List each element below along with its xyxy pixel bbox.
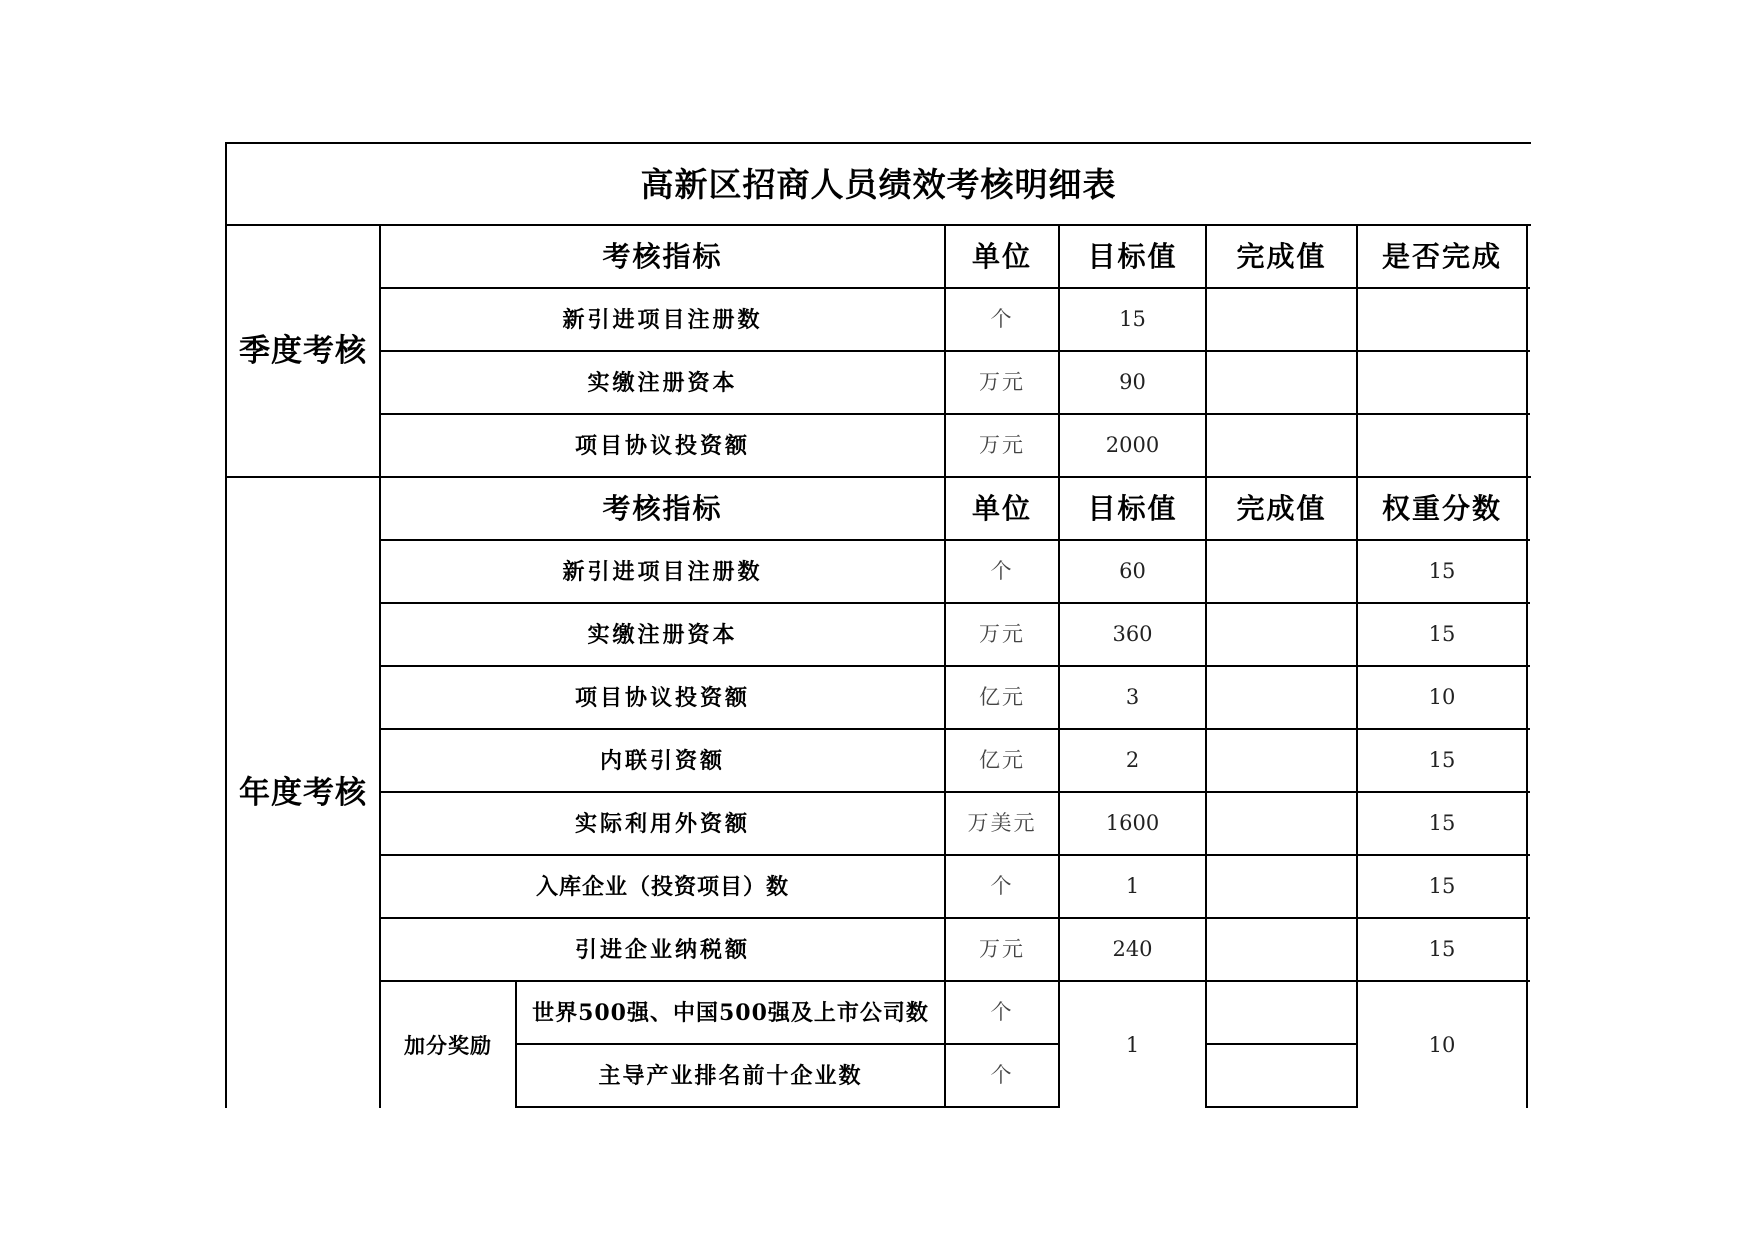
table-cell-actual [1207,793,1356,854]
table-cell-actual [1207,604,1356,665]
bonus-indicator: 世界500强、中国500强及上市公司数 [532,999,929,1026]
table-cell-unit: 亿元 [979,748,1025,772]
table-cell-weight: 10 [1428,685,1456,709]
header-target: 目标值 [1087,239,1178,273]
table-cell-indicator: 实缴注册资本 [587,621,738,648]
table-cell-indicator: 项目协议投资额 [574,432,750,459]
table-border-right [1526,224,1528,1108]
table-cell-actual [1207,289,1356,350]
bonus-target: 1 [1125,1032,1140,1057]
table-cell-actual [1207,352,1356,413]
table-cell-indicator: 引进企业纳税额 [574,936,750,963]
table-cell-unit: 万元 [979,622,1025,646]
grid-line [1206,1106,1357,1108]
bonus-actual [1207,1045,1356,1106]
header-target: 目标值 [1087,491,1178,525]
table-cell-indicator: 项目协议投资额 [574,684,750,711]
table-cell-unit: 万美元 [967,811,1037,835]
table-cell-actual [1207,919,1356,980]
bonus-weight: 10 [1428,1032,1456,1057]
table-cell-indicator: 内联引资额 [599,747,725,774]
table-cell-target: 3 [1125,685,1140,709]
table-cell-unit: 个 [990,307,1014,331]
header-indicator: 考核指标 [602,239,723,273]
table-cell-target: 2 [1125,748,1140,772]
table-cell-weight: 15 [1428,622,1456,646]
table-cell-indicator: 实缴注册资本 [587,369,738,396]
table-cell-actual [1207,415,1356,476]
table-cell-indicator: 实际利用外资额 [574,810,750,837]
table-cell-unit: 万元 [979,370,1025,394]
table-cell-weight: 15 [1428,874,1456,898]
table-cell-actual [1207,541,1356,602]
header-unit: 单位 [971,239,1032,273]
bonus-indicator: 主导产业排名前十企业数 [598,1062,863,1089]
bonus-unit: 个 [990,1063,1014,1087]
table-cell-unit: 亿元 [979,685,1025,709]
table-cell-actual [1207,667,1356,728]
header-actual: 完成值 [1236,239,1327,273]
table-cell-weight: 15 [1428,559,1456,583]
header-unit: 单位 [971,491,1032,525]
table-cell-status [1358,289,1526,350]
table-cell-target: 240 [1112,937,1153,961]
section-label-annual: 年度考核 [239,774,367,811]
header-weight: 权重分数 [1381,491,1502,525]
table-cell-actual [1207,730,1356,791]
table-cell-unit: 万元 [979,433,1025,457]
table-cell-status [1358,352,1526,413]
header-status: 是否完成 [1381,239,1502,273]
table-cell-indicator: 新引进项目注册数 [562,306,763,333]
table-cell-indicator: 入库企业（投资项目）数 [535,873,789,900]
table-cell-weight: 15 [1428,748,1456,772]
table-cell-target: 2000 [1105,433,1160,457]
table-cell-target: 60 [1119,559,1146,583]
table-cell-target: 1600 [1105,811,1160,835]
table-cell-status [1358,415,1526,476]
table-cell-unit: 万元 [979,937,1025,961]
bonus-actual [1207,982,1356,1043]
table-cell-target: 1 [1125,874,1140,898]
grid-line [516,1106,1059,1108]
table-cell-weight: 15 [1428,937,1456,961]
table-cell-unit: 个 [990,874,1014,898]
table-cell-target: 90 [1119,370,1146,394]
section-label-quarterly: 季度考核 [239,332,367,369]
header-indicator: 考核指标 [602,491,723,525]
table-cell-weight: 15 [1428,811,1456,835]
bonus-unit: 个 [990,1000,1014,1024]
table-cell-target: 15 [1119,307,1146,331]
header-actual: 完成值 [1236,491,1327,525]
bonus-label: 加分奖励 [404,1032,492,1058]
table-cell-indicator: 新引进项目注册数 [562,558,763,585]
page-title: 高新区招商人员绩效考核明细表 [640,164,1117,204]
table-cell-target: 360 [1112,622,1153,646]
table-cell-unit: 个 [990,559,1014,583]
table-cell-actual [1207,856,1356,917]
